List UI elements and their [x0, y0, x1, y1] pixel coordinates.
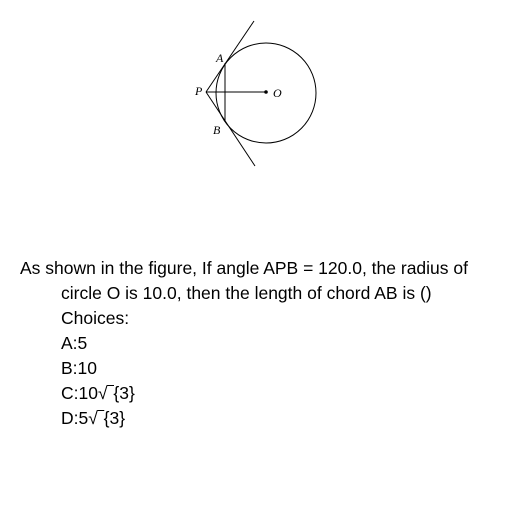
center-point-o: [264, 90, 268, 94]
choices-label: Choices:: [61, 308, 130, 328]
geometry-figure: [0, 0, 512, 240]
choice-d: D:5√‾{3}: [61, 408, 126, 428]
tangent-line-pa: [206, 21, 254, 92]
label-b: B: [213, 123, 221, 137]
choice-b: B:10: [61, 358, 97, 378]
question-block: [20, 256, 500, 431]
question-text: As shown in the figure, If angle APB = 120.0, the radius of circle O is 10.0, then the length of chord AB is (): [20, 258, 468, 303]
choice-c: C:10√‾{3}: [61, 383, 135, 403]
label-p: P: [195, 84, 203, 98]
choice-a: A:5: [61, 333, 88, 353]
label-a: A: [216, 51, 224, 65]
label-o: O: [273, 86, 282, 100]
